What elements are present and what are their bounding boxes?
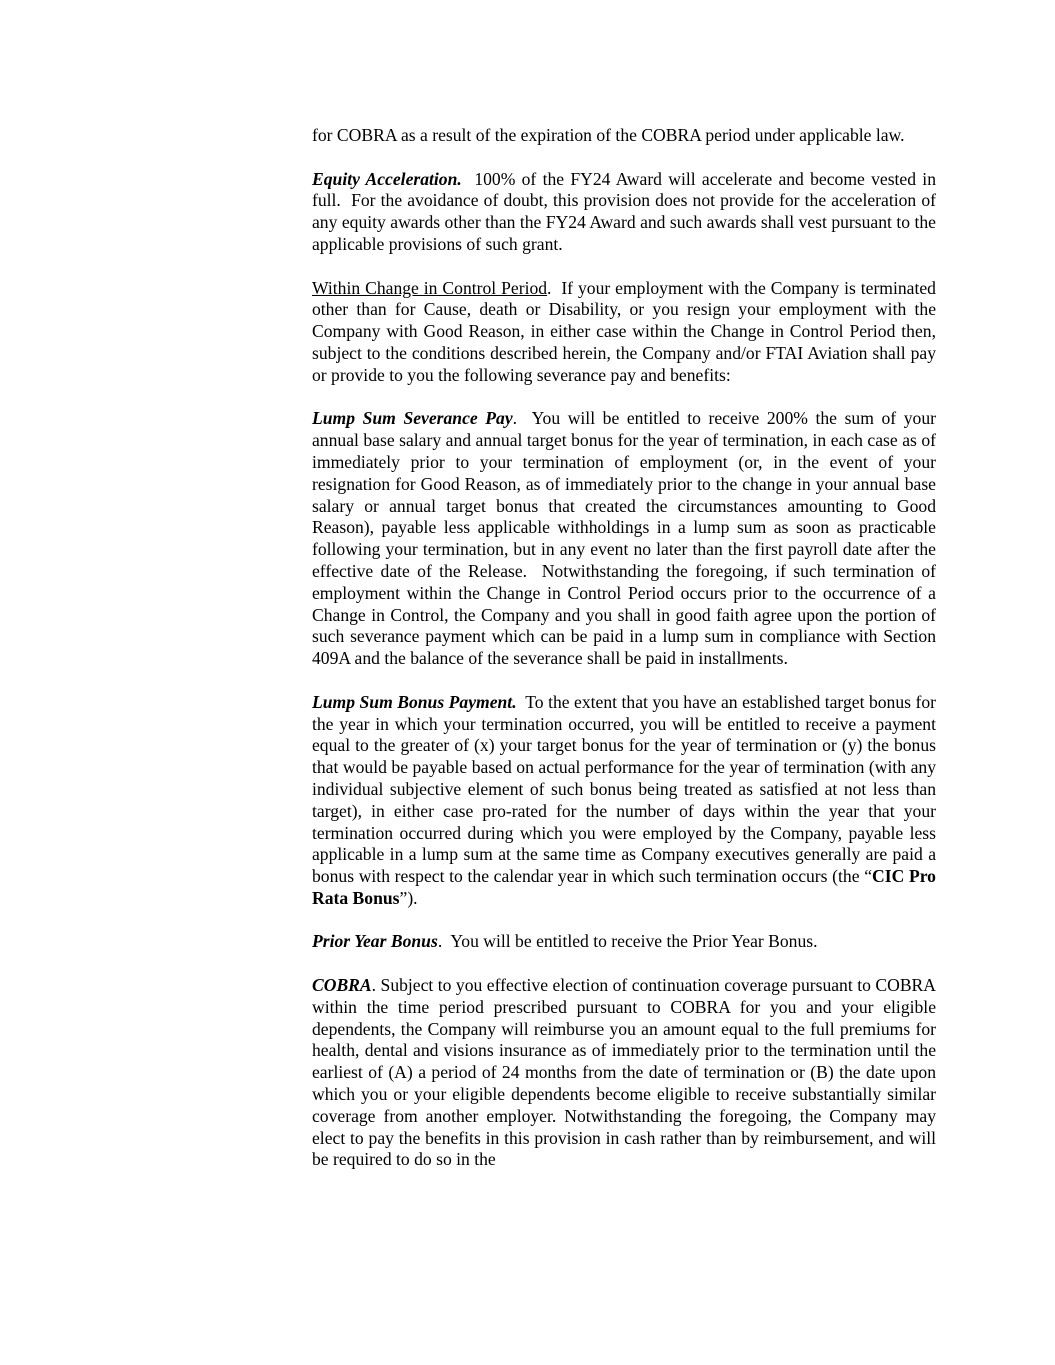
- section-heading: Lump Sum Severance Pay: [312, 408, 513, 429]
- section-heading: Within Change in Control Period: [312, 277, 548, 298]
- paragraph-text: To the extent that you have an established target bonus for the year in which your termination occurred, you will be entitled to receive a payment equal to the greater of (x) your target bonus for the year of termination or (y) the bonus that would be payable based on actual performance for the year of termination (with any individual subjective element of such bonus being treated as satisfied at not less than target), in either case pro-rated for the number of days within the year that your termination occurred during which you were employed by the Company, payable less applicable in a lump sum at the same time as Company executives generally are paid a bonus with respect to the calendar year in which such termination occurs (the “: [312, 691, 941, 887]
- paragraph-text: . You will be entitled to receive 200% the sum of your annual base salary and annual target bonus for the year of termination, in each case as of immediately prior to your termination of employment (or, in the event of your resignation for Good Reason, as of immediately prior to the change in your annual base salary or annual target bonus that created the circumstances amounting to Good Reason), payable less applicable withholdings in a lump sum as soon as practicable following your termination, but in any event no later than the first payroll date after the effective date of the Release. Notwithstanding the foregoing, if such termination of employment within the Change in Control Period occurs prior to the occurrence of a Change in Control, the Company and you shall in good faith agree upon the portion of such severance payment which can be paid in a lump sum in compliance with Section 409A and the balance of the severance shall be paid in installments.: [312, 408, 941, 669]
- defined-term: CIC Pro Rata Bonus: [312, 866, 936, 908]
- paragraph-prior-year-bonus: [312, 931, 936, 953]
- paragraph-text: . Subject to you effective election of continuation coverage pursuant to COBRA within the time period prescribed pursuant to COBRA for you and your eligible dependents, the Company will reimburse you an amount equal to the full premiums for health, dental and visions insurance as of immediately prior to the termination until the earliest of (A) a period of 24 months from the date of termination or (B) the date upon which you or your eligible dependents become eligible to receive substantially similar coverage from another employer. Notwithstanding the foregoing, the Company may elect to pay the benefits in this provision in cash rather than by reimbursement, and will be required to do so in the: [312, 975, 936, 1170]
- paragraph-text: for COBRA as a result of the expiration of the COBRA period under applicable law.: [312, 125, 905, 145]
- paragraph-text: 100% of the FY24 Award will accelerate and become vested in full. For the avoidance of doubt, this provision does not provide for the acceleration of any equity awards other than the FY24 Award and such awards shall vest pursuant to the applicable provisions of such grant.: [312, 168, 941, 254]
- paragraph-equity-acceleration: [312, 168, 941, 256]
- paragraph-cobra-continuation: [312, 125, 936, 147]
- section-heading: COBRA: [312, 975, 372, 996]
- paragraph-lump-sum-bonus: [312, 691, 941, 910]
- paragraph-cobra: [312, 975, 936, 1171]
- paragraph-text: . If your employment with the Company is terminated other than for Cause, death or Disability, or you resign your employment with the Company with Good Reason, in either case within the Change in Control Period then, subject to the conditions described herein, the Company and/or FTAI Aviation shall pay or provide to you the following severance pay and benefits:: [312, 277, 941, 385]
- section-heading: Lump Sum Bonus Payment.: [312, 691, 517, 712]
- section-heading: Equity Acceleration.: [312, 168, 462, 189]
- paragraph-tail: ”).: [399, 887, 418, 908]
- paragraph-text: . You will be entitled to receive the Prior Year Bonus.: [437, 931, 818, 952]
- document-page: [312, 125, 941, 1193]
- paragraph-lump-sum-severance: [312, 408, 941, 670]
- paragraph-within-change-in-control: [312, 277, 941, 387]
- section-heading: Prior Year Bonus: [312, 931, 438, 952]
